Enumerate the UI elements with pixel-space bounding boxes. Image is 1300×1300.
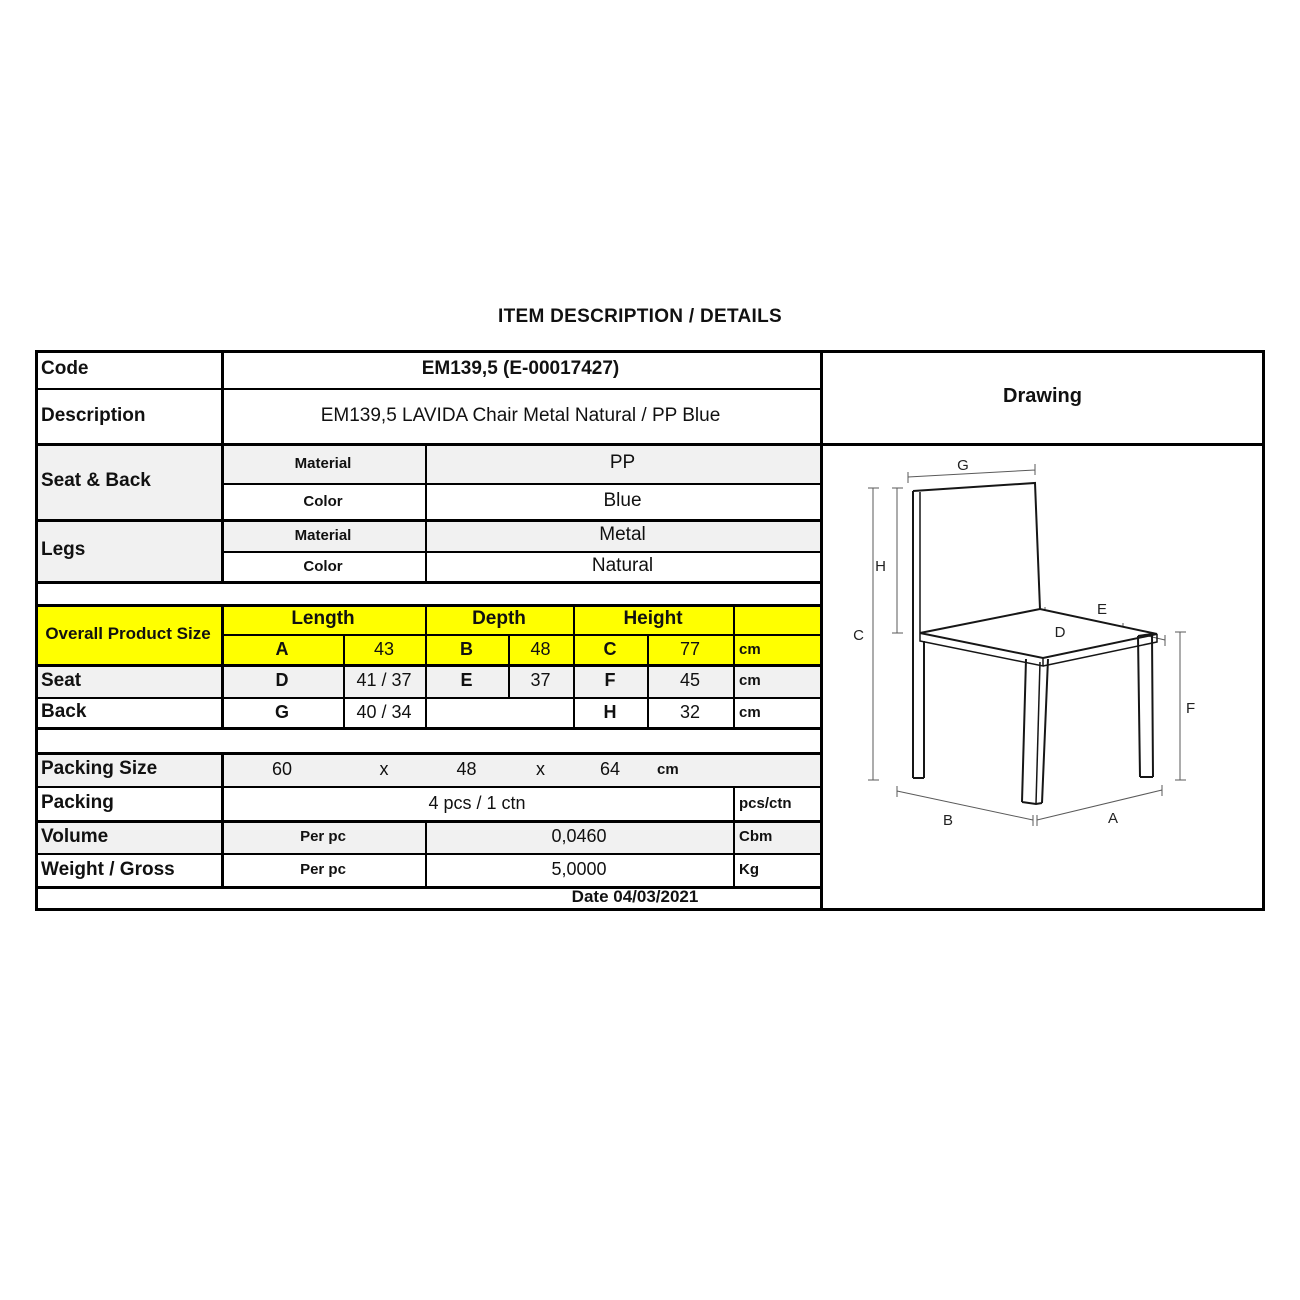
size-depth-header: Depth <box>472 608 526 629</box>
description-value: EM139,5 LAVIDA Chair Metal Natural / PP Blue <box>320 404 721 426</box>
size-overall-depth-value: 48 <box>530 638 551 659</box>
size-back-label: Back <box>41 701 87 722</box>
description-label: Description <box>41 404 146 426</box>
size-seat-height-key: F <box>604 670 616 690</box>
volume-value: 0,0460 <box>551 826 607 846</box>
seat-back-label: Seat & Back <box>41 470 151 491</box>
size-seat-depth-value: 37 <box>530 670 551 690</box>
dim-label-d: D <box>1054 624 1066 641</box>
dim-label-e: E <box>1096 601 1108 618</box>
size-overall-depth-key: B <box>460 638 473 659</box>
code-value: EM139,5 (E-00017427) <box>421 358 620 379</box>
size-overall-height-key: C <box>603 638 617 659</box>
size-seat-height-value: 45 <box>679 670 701 690</box>
size-back-length-key: G <box>274 701 289 722</box>
page-title: ITEM DESCRIPTION / DETAILS <box>497 306 782 327</box>
drawing-title: Drawing <box>1003 385 1082 407</box>
packing-size-width: 60 <box>271 758 293 779</box>
volume-per-label: Per pc <box>300 828 346 845</box>
packing-unit: pcs/ctn <box>739 794 792 812</box>
code-label: Code <box>41 358 89 379</box>
volume-unit: Cbm <box>739 828 773 845</box>
legs-color-label: Color <box>303 557 343 575</box>
size-seat-length-value: 41 / 37 <box>356 670 412 690</box>
seat-back-material-label: Material <box>294 454 352 472</box>
table-divider <box>35 908 1265 911</box>
dim-label-c: C <box>853 627 864 644</box>
packing-value: 4 pcs / 1 ctn <box>428 792 526 813</box>
seat-back-material-value: PP <box>609 452 636 473</box>
chair-outline <box>913 483 1157 804</box>
packing-label: Packing <box>41 792 114 813</box>
size-section-label: Overall Product Size <box>45 623 211 643</box>
size-overall-unit: cm <box>739 640 761 658</box>
size-seat-unit: cm <box>739 672 761 689</box>
dim-label-g: G <box>957 457 969 474</box>
packing-size-sep1: x <box>379 758 389 779</box>
date-stamp: Date 04/03/2021 <box>571 887 699 906</box>
size-overall-length-key: A <box>275 638 289 659</box>
size-back-height-value: 32 <box>679 701 701 722</box>
size-back-unit: cm <box>739 703 761 721</box>
legs-label: Legs <box>41 539 86 560</box>
dim-label-a: A <box>1107 810 1119 827</box>
size-overall-length-value: 43 <box>373 638 395 659</box>
seat-back-color-label: Color <box>303 492 343 510</box>
table-divider <box>35 727 820 730</box>
table-divider <box>35 581 820 584</box>
size-length-header: Length <box>291 608 355 629</box>
legs-material-value: Metal <box>599 524 646 545</box>
weight-unit: Kg <box>739 861 759 878</box>
weight-label: Weight / Gross <box>41 858 175 880</box>
chair-drawing <box>820 443 1265 908</box>
legs-color-value: Natural <box>591 555 654 576</box>
weight-per-label: Per pc <box>300 861 346 878</box>
size-back-length-value: 40 / 34 <box>356 701 412 722</box>
dim-label-f: F <box>1186 700 1196 717</box>
packing-size-height: 64 <box>599 758 621 779</box>
dim-label-b: B <box>942 812 954 829</box>
packing-size-depth: 48 <box>456 758 477 779</box>
legs-material-label: Material <box>294 526 352 544</box>
seat-back-color-value: Blue <box>603 490 642 511</box>
size-seat-length-key: D <box>275 670 289 690</box>
size-back-height-key: H <box>603 701 617 722</box>
packing-size-unit: cm <box>657 760 679 778</box>
size-height-header: Height <box>623 608 683 629</box>
packing-size-label: Packing Size <box>41 758 158 779</box>
weight-value: 5,0000 <box>551 859 607 879</box>
volume-label: Volume <box>41 825 109 847</box>
size-seat-depth-key: E <box>460 670 473 690</box>
dim-label-h: H <box>875 558 886 575</box>
packing-size-sep2: x <box>536 758 545 779</box>
size-seat-label: Seat <box>41 669 82 691</box>
size-overall-height-value: 77 <box>679 638 701 659</box>
